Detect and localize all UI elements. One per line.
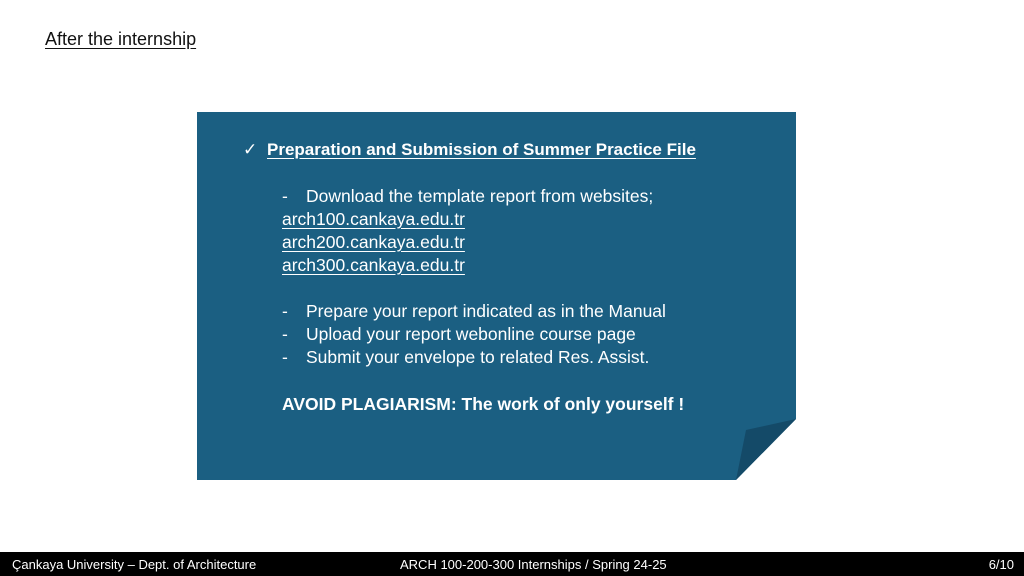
footer-bar [0, 552, 1024, 576]
step-submit-text: Submit your envelope to related Res. Assist. [306, 347, 650, 367]
link-arch300[interactable]: arch300.cankaya.edu.tr [282, 255, 465, 275]
footer-course: ARCH 100-200-300 Internships / Spring 24-25 [400, 557, 667, 572]
step-upload [282, 323, 636, 346]
step-prepare [282, 300, 666, 323]
section-heading [243, 140, 696, 160]
step-upload-text: Upload your report webonline course page [306, 324, 636, 344]
section-heading-text: Preparation and Submission of Summer Practice File [267, 140, 696, 159]
plagiarism-warning: AVOID PLAGIARISM: The work of only yourself ! [282, 394, 685, 414]
slide-title: After the internship [45, 29, 197, 49]
bullet-dash: - [282, 186, 288, 206]
step-submit [282, 346, 649, 369]
content-panel [197, 112, 796, 480]
bullet-dash: - [282, 301, 288, 321]
checkmark-icon: ✓ [243, 140, 258, 159]
link-arch100[interactable]: arch100.cankaya.edu.tr [282, 209, 465, 229]
link-arch200[interactable]: arch200.cankaya.edu.tr [282, 232, 465, 252]
download-instruction [282, 185, 653, 208]
footer-university: Çankaya University – Dept. of Architecture [12, 557, 257, 572]
footer-page-number: 6/10 [988, 557, 1014, 572]
bullet-dash: - [282, 324, 288, 344]
bullet-dash: - [282, 347, 288, 367]
download-instruction-text: Download the template report from websites; [306, 186, 654, 206]
step-prepare-text: Prepare your report indicated as in the Manual [306, 301, 666, 321]
